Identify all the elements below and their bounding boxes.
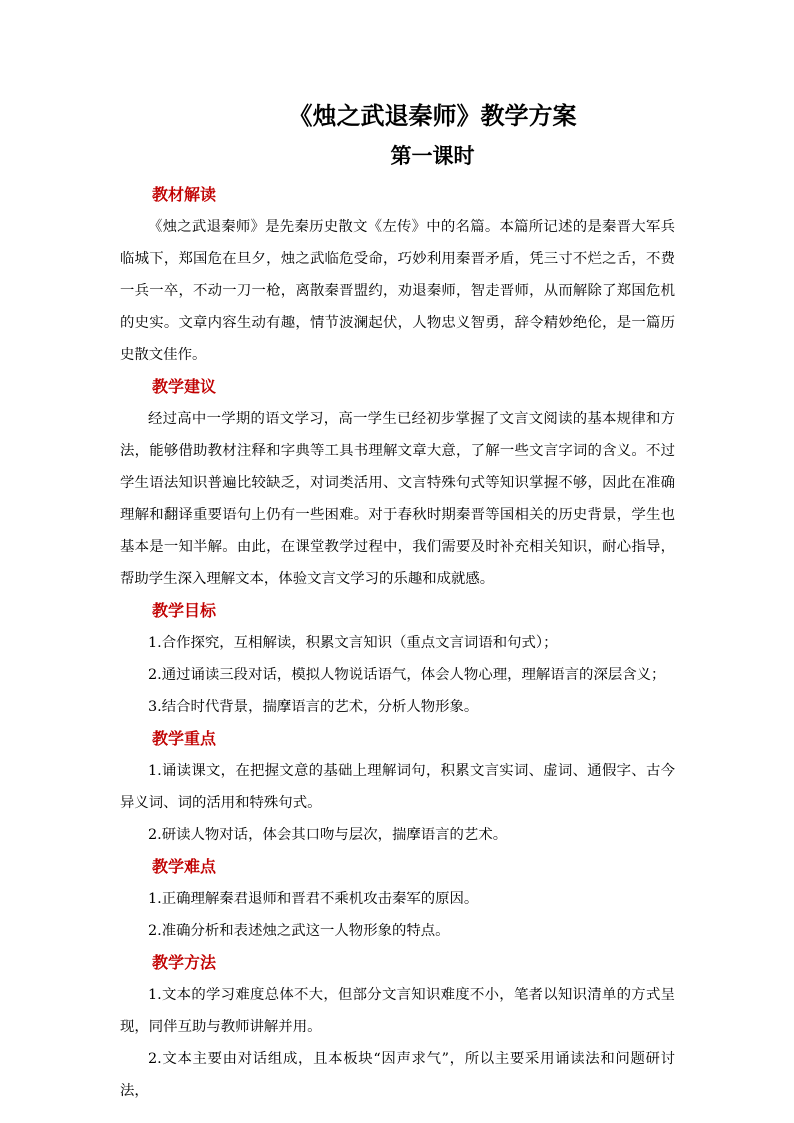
- section-heading: 教学目标: [152, 601, 217, 620]
- difficulty-item: 2.准确分析和表述烛之武这一人物形象的特点。: [148, 923, 450, 939]
- section-heading: 教学重点: [152, 729, 217, 748]
- section-teaching-suggestions: [120, 371, 675, 595]
- method-item: 2.文本主要由对话组成，且本板块“因声求气”，所以主要采用诵读法和问题研讨法，: [120, 1051, 675, 1099]
- document-subtitle: 第一课时: [390, 143, 475, 168]
- key-point-item: 2.研读人物对话，体会其口吻与层次，揣摩语言的艺术。: [148, 827, 508, 843]
- section-heading: 教学难点: [152, 857, 217, 876]
- section-teaching-objectives: [120, 595, 675, 723]
- section-textbook-interpretation: [120, 179, 675, 371]
- section-paragraph: 经过高中一学期的语文学习，高一学生已经初步掌握了文言文阅读的基本规律和方法，能够借助教材注释和字典等工具书理解文章大意，了解一些文言字词的含义。不过学生语法知识普遍比较缺乏，对词类活用、文言特殊句式等知识掌握不够，因此在准确理解和翻译重要语句上仍有一些困难。对于春秋时期秦晋等国相关的历史背景，学生也基本是一知半解。由此，在课堂教学过程中，我们需要及时补充相关知识，耐心指导，帮助学生深入理解文本，体验文言文学习的乐趣和成就感。: [120, 411, 675, 587]
- objective-item: 2.通过诵读三段对话，模拟人物说话语气，体会人物心理，理解语言的深层含义；: [148, 667, 666, 683]
- section-teaching-key-points: [120, 723, 675, 851]
- method-item: 1.文本的学习难度总体不大，但部分文言知识难度不小，笔者以知识清单的方式呈现，同伴互助与教师讲解并用。: [120, 987, 675, 1035]
- key-point-item: 1.诵读课文，在把握文意的基础上理解词句，积累文言实词、虚词、通假字、古今异义词、词的活用和特殊句式。: [120, 763, 675, 811]
- section-heading: 教学建议: [152, 377, 217, 396]
- document-title: 《烛之武退秦师》教学方案: [288, 101, 577, 130]
- section-teaching-methods: [120, 947, 675, 1107]
- section-teaching-difficulties: [120, 851, 675, 947]
- difficulty-item: 1.正确理解秦君退师和晋君不乘机攻击秦军的原因。: [148, 891, 479, 907]
- section-heading: 教学方法: [152, 953, 217, 972]
- document-body: [120, 96, 675, 1107]
- objective-item: 3.结合时代背景，揣摩语言的艺术，分析人物形象。: [148, 699, 479, 715]
- objective-item: 1.合作探究，互相解读，积累文言知识（重点文言词语和句式）；: [148, 635, 558, 651]
- section-heading: 教材解读: [152, 185, 217, 204]
- section-paragraph: 《烛之武退秦师》是先秦历史散文《左传》中的名篇。本篇所记述的是秦晋大军兵临城下，郑国危在旦夕，烛之武临危受命，巧妙利用秦晋矛盾，凭三寸不烂之舌，不费一兵一卒，不动一刀一枪，离散秦晋盟约，劝退秦师，智走晋师，从而解除了郑国危机的史实。文章内容生动有趣，情节波澜起伏，人物忠义智勇，辞令精妙绝伦，是一篇历史散文佳作。: [120, 219, 675, 363]
